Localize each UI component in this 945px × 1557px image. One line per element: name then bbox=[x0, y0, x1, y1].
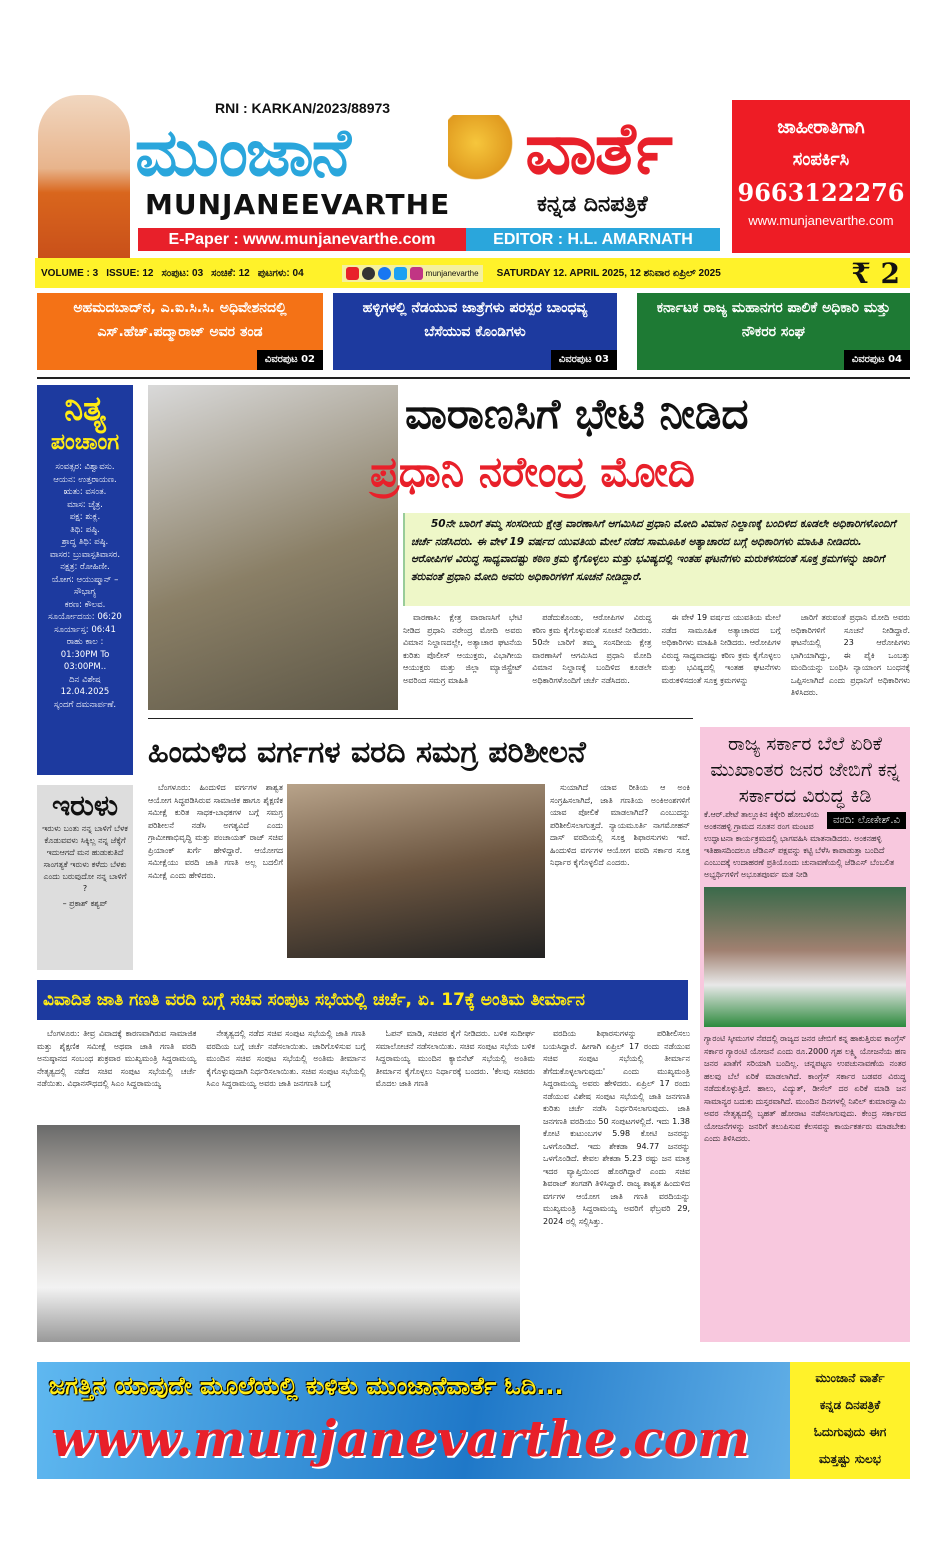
advertise-box bbox=[732, 100, 910, 253]
panchanga-line: ಪಕ್ಷ: ಶುಕ್ಲ. bbox=[69, 512, 101, 522]
panchanga-line: ಯೋಗ: ಆಯುಷ್ಮಾನ್ – ಸೌಭಾಗ್ಯ bbox=[51, 574, 119, 597]
banner-side bbox=[790, 1362, 910, 1479]
masthead-title-part2: ವಾರ್ತೆ bbox=[525, 106, 671, 190]
story3-column: ಓಪನ್ ಮಾಡಿ, ಸಚಿವರ ಕೈಗೆ ನೀಡಿದರು. ಬಳಿಕ ಸುದೀರ್ಘ ಸಮಾಲೋಚನೆ ನಡೆಸಲಾಯಿತು. ಸಚಿವ ಸಂಪುಟ ಸಭೆಯ ಬಳಿಕ ಸಿದ್ದರಾಮಯ್ಯ ಮುಂದಿನ ಕ್ಯಾಬಿನೆಟ್ ಸಭೆಯಲ್ಲಿ ಅಂತಿಮ ತೀರ್ಮಾನ ಕೈಗೊಳ್ಳಲು ನಿರ್ಧಾರಕ್ಕೆ ಬಂದರು. 'ಕೆಲವು ಸಚಿವರು ಮೊದಲ ಜಾತಿ ಗಣತಿ bbox=[375, 1029, 535, 1088]
pages: ಪುಟಗಳು: 04 bbox=[257, 267, 304, 279]
byline: ವರದಿ: ಲೋಕೇಶ್.ವಿ bbox=[827, 812, 906, 829]
editor-label: EDITOR : H.L. AMARNATH bbox=[466, 228, 720, 251]
story3-col4 bbox=[543, 1028, 690, 1342]
globe-icon[interactable] bbox=[362, 267, 375, 280]
teaser-page-ref: ವಿವರಪುಟ 04 bbox=[844, 350, 910, 370]
price: ₹ 2 bbox=[851, 256, 900, 290]
instagram-icon[interactable] bbox=[410, 267, 423, 280]
panchanga-line: 12.04.2025 bbox=[60, 687, 110, 697]
issue-info-strip bbox=[35, 258, 910, 288]
teaser-page-3[interactable] bbox=[333, 293, 617, 370]
panchanga-line: ಸೂರ್ಯಾಸ್ತ: 06:41 bbox=[54, 624, 116, 635]
samputa: ಸಂಪುಟ: 03 bbox=[161, 267, 204, 279]
website-banner[interactable] bbox=[37, 1362, 910, 1479]
volume: VOLUME : 3 bbox=[41, 267, 99, 279]
divider bbox=[148, 718, 693, 719]
issue: ISSUE: 12 bbox=[106, 267, 154, 279]
panchanga-line: ಸ್ಕಂದಗೆ ದಮನಾರ್ಪಣೆ. bbox=[53, 699, 117, 710]
lead-column: ಈ ವೇಳೆ 19 ವರ್ಷದ ಯುವತಿಯ ಮೇಲೆ ನಡೆದ ಸಾಮೂಹಿಕ ಅತ್ಯಾಚಾರದ ಬಗ್ಗೆ ಅಧಿಕಾರಿಗಳು ಮಾಹಿತಿ ನೀಡಿದರು. ಆರೋಪಿಗಳ ವಿರುದ್ಧ ಸಾಧ್ಯವಾದಷ್ಟು ಕಠಿಣ ಕ್ರಮ ಕೈಗೊಳ್ಳಲು ಮತ್ತು ಭವಿಷ್ಯದಲ್ಲಿ ಇಂತಹ ಘಟನೆಗಳು ಮರುಕಳಿಸದಂತೆ ಸೂಕ್ತ ಕ್ರಮಗಳನ್ನು bbox=[661, 613, 781, 685]
teaser-page-2[interactable] bbox=[37, 293, 323, 370]
story3-column: ನೇತೃತ್ವದಲ್ಲಿ ನಡೆದ ಸಚಿವ ಸಂಪುಟ ಸಭೆಯಲ್ಲಿ ಜಾತಿ ಗಣತಿ ವರದಿಯ ಬಗ್ಗೆ ಚರ್ಚೆ ನಡೆಸಲಾಯಿತು. ಚಾರಿಗೊಳಿಸುವ ಬಗ್ಗೆ ಮುಂದಿನ ಸಚಿವ ಸಂಪುಟ ಸಭೆಯಲ್ಲಿ ಅಂತಿಮ ತೀರ್ಮಾನ ಕೈಗೊಳ್ಳುವುದಾಗಿ ನಿರ್ಧರಿಸಲಾಯಿತು. ಸಚಿವ ಸಂಪುಟ ಸಭೆಯಲ್ಲಿ ಸಿಎಂ ಸಿದ್ದರಾಮಯ್ಯ ಅವರು ಜಾತಿ ಜನಗಣತಿ ಬಗ್ಗೆ bbox=[206, 1029, 366, 1088]
lead-summary: 50ನೇ ಬಾರಿಗೆ ತಮ್ಮ ಸಂಸದೀಯ ಕ್ಷೇತ್ರ ವಾರಣಾಸಿಗೆ ಆಗಮಿಸಿದ ಪ್ರಧಾನಿ ಮೋದಿ ವಿಮಾನ ನಿಲ್ದಾಣಕ್ಕೆ ಬಂದಿಳಿದ ಕೂಡಲೇ ಅಧಿಕಾರಿಗಳೊಂದಿಗೆ ಚರ್ಚೆ ನಡೆಸಿದರು. ಈ ವೇಳೆ 19 ವರ್ಷದ ಯುವತಿಯ ಮೇಲೆ ನಡೆದ ಸಾಮೂಹಿಕ ಅತ್ಯಾಚಾರದ ಬಗ್ಗೆ ಅಧಿಕಾರಿಗಳು ಮಾಹಿತಿ ನೀಡಿದರು. ಆರೋಪಿಗಳ ವಿರುದ್ಧ ಸಾಧ್ಯವಾದಷ್ಟು ಕಠಿಣ ಕ್ರಮ ಕೈಗೊಳ್ಳಲು ಮತ್ತು ಭವಿಷ್ಯದಲ್ಲಿ ಇಂತಹ ಘಟನೆಗಳು ಮರುಕಳಿಸದಂತೆ ಸೂಕ್ತ ಕ್ರಮಗಳನ್ನು ಜಾರಿಗೆ ತರುವಂತೆ ಪ್ರಧಾನಿ ಮೋದಿ ಅವರು ಅಧಿಕಾರಿಗಳಿಗೆ ಸೂಚನೆ ನೀಡಿದ್ದಾರೆ. bbox=[403, 513, 910, 606]
lead-headline-2: ಪ್ರಧಾನಿ ನರೇಂದ್ರ ಮೋದಿ bbox=[370, 447, 695, 496]
pink-intro: ಕೆ.ಆರ್.ಪೇಟೆ ತಾಲ್ಲೂಕಿನ ಕಿಕ್ಕೇರಿ ಹೋಬಳಿಯ ಅಂಕನಹಳ್ಳಿ ಗ್ರಾಮದ ನೂತನ ರಂಗ ಮಂಟಪ ಉದ್ಘಾಟನಾ ಕಾರ್ಯಕ್ರಮದಲ್ಲಿ ಭಾಗವಹಿಸಿ ಮಾತನಾಡಿದರು. ಅಂಕನಹಳ್ಳಿ ಇತಿಹಾಸದಿಂದಲೂ ಜೆಡಿಎಸ್ ಪಕ್ಷವನ್ನು ಕಟ್ಟಿ ಬೆಳೆಸಿ ಕಾಪಾಡುತ್ತಾ ಬಂದಿದೆ ಎಂಬುದಕ್ಕೆ ಉದಾಹರಣೆ ಪ್ರತಿಯೊಂದು ಚುನಾವಣೆಯಲ್ಲಿ ಜೆಡಿಎಸ್ ಬೆಂಬಲಿತ ಅಭ್ಯರ್ಥಿಗಳಿಗೆ ಅಭೂತಪೂರ್ವ ಮತ ನೀಡಿ bbox=[704, 810, 895, 879]
panchanga-line: ರಾಹು ಕಾಲ : bbox=[66, 637, 104, 647]
panchanga-line: ಶ್ರಾದ್ಧ ತಿಥಿ: ಪಷ್ಠಿ. bbox=[61, 537, 109, 547]
teaser-text: ಅಹಮದಬಾದ್‌ನ, ಎ.ಐ.ಸಿ.ಸಿ. ಅಧಿವೇಶನದಲ್ಲಿ ಎಸ್.ಹೆಚ್.ಪದ್ಮಾರಾಜ್ ಅವರ ತಂಡ bbox=[73, 300, 287, 340]
panchanga-line: ಆಯನ: ಉತ್ತರಾಯಣ. bbox=[53, 474, 117, 485]
story2-text: ಬೆಂಗಳೂರು: ಹಿಂದುಳಿದ ವರ್ಗಗಳ ಶಾಶ್ವತ ಆಯೋಗ ಸಿದ್ಧಪಡಿಸಿರುವ ಸಾಮಾಜಿಕ ಹಾಗೂ ಶೈಕ್ಷಣಿಕ ಸಮೀಕ್ಷೆ ಕುರಿತ ಸಾಧಕ-ಬಾಧಕಗಳ ಬಗ್ಗೆ ಸಮಗ್ರ ಪರಿಶೀಲನೆ ನಡೆಸಿ ಅಗತ್ಯವಿದೆ ಎಂದು ಗ್ರಾಮೀಣಾಭಿವೃದ್ಧಿ ಮತ್ತು ಪಂಚಾಯತ್ ರಾಜ್ ಸಚಿವ ಪ್ರಿಯಾಂಕ್ ಖರ್ಗೆ ಹೇಳಿದ್ದಾರೆ. ಆಯೋಗದ ಸಮೀಕ್ಷೆಯು ವರದಿ ಜಾತಿ ಗಣತಿ ಅಲ್ಲ ಬದಲಿಗೆ ಸಮೀಕ್ಷೆ ಎಂದು ಹೇಳಿದರು. bbox=[148, 783, 283, 880]
lead-column: ವಾರಣಾಸಿ: ಕ್ಷೇತ್ರ ವಾರಾಣಸಿಗೆ ಭೇಟಿ ನೀಡಿದ ಪ್ರಧಾನಿ ನರೇಂದ್ರ ಮೋದಿ ಅವರು ವಿಮಾನ ನಿಲ್ದಾಣದಲ್ಲೇ, ಅತ್ಯಾಚಾರ ಘಟನೆಯ ಕುರಿತು ಪೊಲೀಸ್ ಆಯುಕ್ತರು, ವಿಭಾಗೀಯ ಆಯುಕ್ತರು ಮತ್ತು ಜಿಲ್ಲಾ ಮ್ಯಾಜಿಸ್ಟ್ರೇಟ್ ಅವರಿಂದ ಸಮಗ್ರ ಮಾಹಿತಿ bbox=[403, 613, 523, 685]
teaser-text: ಹಳ್ಳಿಗಳಲ್ಲಿ ನೆಡಯುವ ಜಾತ್ರೆಗಳು ಪರಸ್ಪರ ಬಾಂಧವ್ಯ ಬೆಸೆಯುವ ಕೊಂಡಿಗಳು bbox=[362, 300, 588, 340]
youtube-icon[interactable] bbox=[346, 267, 359, 280]
panchanga-line: ತಿಥಿ: ಪಷ್ಠಿ. bbox=[70, 524, 100, 535]
panchanga-line: ಕರಣ: ಕೌಲವ. bbox=[64, 599, 106, 610]
modi-photo bbox=[148, 385, 398, 710]
teaser-page-ref: ವಿವರಪುಟ 03 bbox=[551, 350, 617, 370]
sanchike: ಸಂಚಿಕೆ: 12 bbox=[211, 267, 250, 279]
lead-headline-1: ವಾರಾಣಸಿಗೆ ಭೇಟಿ ನೀಡಿದ bbox=[405, 389, 749, 438]
panchanga-line: ಮಾಸ: ಚೈತ್ರ. bbox=[67, 499, 103, 510]
panchanga-line: ಸೂರ್ಯೋದಯ: 06:20 bbox=[48, 612, 122, 622]
ad-line2: ಸಂಪರ್ಕಿಸಿ bbox=[792, 149, 850, 170]
panchanga-line: 01:30PM To 03:00PM.. bbox=[60, 649, 110, 672]
rni-number: RNI : KARKAN/2023/88973 bbox=[215, 100, 391, 116]
poem-box bbox=[37, 785, 133, 970]
poem-title: ಇರುಳು bbox=[51, 789, 119, 822]
teaser-text: ಕರ್ನಾಟಕ ರಾಜ್ಯ ಮಹಾನಗರ ಪಾಲಿಕೆ ಅಧಿಕಾರಿ ಮತ್ತು ನೌಕರರ ಸಂಘ bbox=[656, 300, 891, 340]
banner-url[interactable]: www.munjanevarthe.com bbox=[51, 1409, 750, 1468]
story2-col2 bbox=[550, 782, 690, 960]
pink-body: ಗ್ಯಾರಂಟಿ ಸ್ಕೀಮುಗಳ ನೆಪದಲ್ಲಿ ರಾಜ್ಯದ ಜನರ ಜೇಬಿಗೆ ಕನ್ನ ಹಾಕುತ್ತಿರುವ ಕಾಂಗ್ರೆಸ್ ಸರ್ಕಾರ ಗ್ಯಾರಂಟಿ ಯೋಜನೆ ಎಂದು ರೂ.2000 ಗೃಹ ಲಕ್ಷ್ಮಿ ಯೋಜನೆಯ ಹಣ ಜನರ ಖಾತೆಗೆ ಸರಿಯಾಗಿ ಬಂದಿಲ್ಲ. ಚನ್ನಪಟ್ಟಣ ಉಪಚುನಾವಣೆಯ ನಂತರ ಹಲವು ಬೆಲೆ ಏರಿಕೆ ಮಾಡಲಾಗಿದೆ. ಕಾಂಗ್ರೆಸ್ ಸರ್ಕಾರ ಬಡವರ ವಿರುದ್ಧ ನಡೆದುಕೊಳ್ಳುತ್ತಿದೆ. ಹಾಲು, ವಿದ್ಯುತ್, ಡೀಸೆಲ್ ದರ ಏರಿಕೆ ಮಾಡಿ ಜನ ಸಾಮಾನ್ಯರ ಬದುಕು ದುಸ್ತರವಾಗಿದೆ. ಮುಂದಿನ ದಿನಗಳಲ್ಲಿ ನಿಖಿಲ್ ಕುಮಾರಸ್ವಾಮಿ ಅವರ ನೇತೃತ್ವದಲ್ಲಿ ಬೃಹತ್ ಹೋರಾಟ ನಡೆಸಲಾಗುವುದು. ಕೇಂದ್ರ ಸರ್ಕಾರದ ಯೋಜನೆಗಳನ್ನು ಜನರಿಗೆ ತಲುಪಿಸುವ ಕೆಲಸವನ್ನು ಕಾರ್ಯಕರ್ತರು ಮಾಡಬೇಕು ಎಂದು ತಿಳಿಸಿದರು. bbox=[704, 1034, 906, 1143]
banner-side-line: ಓದುಗುವುದು ಈಗ bbox=[813, 1425, 887, 1439]
twitter-icon[interactable] bbox=[394, 267, 407, 280]
masthead-portrait bbox=[38, 95, 130, 258]
masthead-title-part1: ಮುಂಜಾನೆ bbox=[135, 114, 349, 191]
speaker-photo bbox=[704, 887, 906, 1027]
panchanga-line: ದಿನ ವಿಶೇಷ bbox=[69, 674, 101, 685]
banner-tagline: ಜಗತ್ತಿನ ಯಾವುದೇ ಮೂಲೆಯಲ್ಲಿ ಕುಳಿತು ಮುಂಜಾನೆವಾರ್ತೆ ಓದಿ... bbox=[49, 1372, 564, 1400]
panchanga-title1: ನಿತ್ಯ bbox=[64, 389, 106, 429]
ad-website[interactable]: www.munjanevarthe.com bbox=[748, 213, 894, 228]
poem-text: ಇರುಳು ಬಂತು ನನ್ನ ಬಾಳಿಗೆ ಬೆಳಕ ಕೊಡುವವಳು ಸಿಕ್ಕಿಲ್ಲ ನನ್ನ ಜೆಕ್ಕೆಗೆ ಇದುಆಗದೆ ಮನ ಹುಡುಕುತಿದೆ ಸಾಂಗತ್ಯಕೆ ಇರುಳು ಕಳೆದು ಬೆಳಕು ಎಂದು ಬರುವುದೋ ನನ್ನ ಬಾಳಿಗೆ ? bbox=[42, 824, 128, 893]
panchanga-title2: ಪಂಚಾಂಗ bbox=[50, 430, 120, 455]
ad-phone: 9663122276 bbox=[737, 178, 905, 207]
story3-body bbox=[37, 1028, 535, 1120]
story3-headline: ವಿವಾದಿತ ಜಾತಿ ಗಣತಿ ವರದಿ ಬಗ್ಗೆ ಸಚಿವ ಸಂಪುಟ ಸಭೆಯಲ್ಲಿ ಚರ್ಚೆ, ಏ. 17ಕ್ಕೆ ಅಂತಿಮ ತೀರ್ಮಾನ bbox=[37, 980, 688, 1020]
masthead-english-name: MUNJANEEVARTHE bbox=[145, 188, 451, 221]
panchanga-line: ಋತು: ವಸಂತ. bbox=[63, 487, 107, 497]
lead-column: ಜಾರಿಗೆ ತರುವಂತೆ ಪ್ರಧಾನಿ ಮೋದಿ ಅವರು ಅಧಿಕಾರಿಗಳಿಗೆ ಸೂಚನೆ ನೀಡಿದ್ದಾರೆ. ಘಟನೆಯಲ್ಲಿ 23 ಆರೋಪಿಗಳು ಭಾಗಿಯಾಗಿದ್ದು, ಈ ಪೈಕಿ ಒಂಬತ್ತು ಮಂದಿಯನ್ನು ಬಂಧಿಸಿ ನ್ಯಾಯಾಂಗ ಬಂಧನಕ್ಕೆ ಒಪ್ಪಿಸಲಾಗಿದೆ ಎಂದು ಪ್ರಧಾನಿಗೆ ಅಧಿಕಾರಿಗಳು ತಿಳಿಸಿದರು. bbox=[790, 613, 910, 697]
cabinet-meeting-photo bbox=[37, 1125, 520, 1342]
masthead-subtitle: ಕನ್ನಡ ದಿನಪತ್ರಿಕೆ bbox=[537, 192, 648, 217]
story2-headline: ಹಿಂದುಳಿದ ವರ್ಗಗಳ ವರದಿ ಸಮಗ್ರ ಪರಿಶೀಲನೆ bbox=[148, 735, 586, 770]
poem-author: – ಪ್ರಕಾಶ್ ಕಶ್ಯಪ್ bbox=[62, 899, 108, 908]
panchanga-line: ವಾಸರ: ಬ್ರುವಾಸ್ಪತಿವಾಸರ. bbox=[49, 549, 121, 560]
panchanga-line: ನಕ್ಷತ್ರ: ರೋಹಿಣೀ. bbox=[60, 562, 110, 572]
story2-col1 bbox=[148, 782, 283, 960]
story3-column: ವರದಿಯ ಶಿಫಾರಸುಗಳನ್ನು ಪರಿಶೀಲಿಸಲು ಬಯಸಿದ್ದಾರೆ. ಹೀಗಾಗಿ ಏಪ್ರಿಲ್ 17 ರಂದು ನಡೆಯುವ ಸಚಿವ ಸಂಪುಟ ಸಭೆಯಲ್ಲಿ ತೀರ್ಮಾನ ತೆಗೆದುಕೊಳ್ಳಲಾಗುವುದು' ಎಂದು ಮುಖ್ಯಮಂತ್ರಿ ಸಿದ್ದರಾಮಯ್ಯ ಅವರು ಹೇಳಿದರು. ಏಪ್ರಿಲ್ 17 ರಂದು ನಡೆಯುವ ವಿಶೇಷ ಸಂಪುಟ ಸಭೆಯಲ್ಲಿ ಜಾತಿ ಜನಗಣತಿ ಕುರಿತು ಚರ್ಚೆ ನಡೆಸಿ ನಿರ್ಧರಿಸಲಾಗುವುದು. ಜಾತಿ ಜನಗಣತಿ ವರದಿಯು 50 ಸಂಪುಟಗಳಲ್ಲಿದೆ. ಇದು 1.38 ಕೋಟಿ ಕುಟುಂಬಗಳ 5.98 ಕೋಟಿ ಜನರನ್ನು ಒಳಗೊಂಡಿದೆ. ಇದು ಶೇಕಡಾ 94.77 ಜನರನ್ನು ಒಳಗೊಂಡಿದೆ. ಕೇವಲ ಶೇಕಡಾ 5.23 ರಷ್ಟು ಜನ ಮಾತ್ರ ಇದರ ವ್ಯಾಪ್ತಿಯಿಂದ ಹೊರಗಿದ್ದಾರೆ ಎಂದು ಸಚಿವ ಶಿವರಾಜ್ ತಂಗಡಗಿ ತಿಳಿಸಿದ್ದಾರೆ. ರಾಜ್ಯ ಶಾಶ್ವತ ಹಿಂದುಳಿದ ವರ್ಗಗಳ ಆಯೋಗ ಜಾತಿ ಗಣತಿ ವರದಿಯನ್ನು ಮುಖ್ಯಮಂತ್ರಿ ಸಿದ್ದರಾಮಯ್ಯ ಅವರಿಗೆ ಫೆಬ್ರವರಿ 29, 2024 ರಲ್ಲಿ ಸಲ್ಲಿಸಿತ್ತು. bbox=[543, 1029, 690, 1226]
ad-line1: ಜಾಹೀರಾತಿಗಾಗಿ bbox=[777, 117, 865, 138]
issue-date: SATURDAY 12. APRIL 2025, 12 ಶನಿವಾರ ಏಪ್ರಿಲ್ 2025 bbox=[496, 267, 721, 279]
lead-column: ಪಡೆದುಕೊಂಡು, ಆರೋಪಿಗಳ ವಿರುದ್ಧ ಕಠಿಣ ಕ್ರಮ ಕೈಗೊಳ್ಳುವಂತೆ ಸೂಚನೆ ನೀಡಿದರು. 50ನೇ ಬಾರಿಗೆ ತಮ್ಮ ಸಂಸದೀಯ ಕ್ಷೇತ್ರ ವಾರಣಾಸಿಗೆ ಆಗಮಿಸಿದ ಪ್ರಧಾನಿ ಮೋದಿ ವಿಮಾನ ನಿಲ್ದಾಣಕ್ಕೆ ಬಂದಿಳಿದ ಕೂಡಲೇ ಅಧಿಕಾರಿಗಳೊಂದಿಗೆ ಚರ್ಚೆ ನಡೆಸಿದರು. bbox=[532, 613, 652, 685]
epaper-link[interactable]: E-Paper : www.munjanevarthe.com bbox=[138, 228, 466, 251]
karnataka-map-icon bbox=[448, 115, 518, 185]
story3-column: ಬೆಂಗಳೂರು: ತೀವ್ರ ವಿವಾದಕ್ಕೆ ಕಾರಣವಾಗಿರುವ ಸಾಮಾಜಿಕ ಮತ್ತು ಶೈಕ್ಷಣಿಕ ಸಮೀಕ್ಷೆ ಅಥವಾ ಜಾತಿ ಗಣತಿ ವರದಿ ಅನುಷ್ಠಾನದ ಸಂಬಂಧ ಶುಕ್ರವಾರ ಮುಖ್ಯಮಂತ್ರಿ ಸಿದ್ದರಾಮಯ್ಯ ನೇತೃತ್ವದಲ್ಲಿ ನಡೆದ ಸಚಿವ ಸಂಪುಟ ಸಭೆಯಲ್ಲಿ ಚರ್ಚೆ ನಡೆಯಿತು. ವಿಧಾನಸೌಧದಲ್ಲಿ ಸಿಎಂ ಸಿದ್ದರಾಮಯ್ಯ bbox=[37, 1029, 197, 1088]
social-links bbox=[342, 265, 483, 282]
banner-side-line: ಕನ್ನಡ ದಿನಪತ್ರಿಕೆ bbox=[819, 1398, 881, 1412]
divider bbox=[37, 377, 910, 379]
teaser-page-ref: ವಿವರಪುಟ 02 bbox=[257, 350, 323, 370]
lead-body bbox=[403, 612, 910, 712]
panchanga-line: ಸಂವತ್ಸರ: ವಿಶ್ವಾವಸು. bbox=[55, 462, 115, 472]
teaser-page-4[interactable] bbox=[637, 293, 910, 370]
panchanga-box bbox=[37, 385, 133, 775]
social-handle: munjanevarthe bbox=[425, 268, 479, 278]
facebook-icon[interactable] bbox=[378, 267, 391, 280]
pink-story-box bbox=[700, 727, 910, 1342]
priyank-kharge-photo bbox=[287, 784, 545, 958]
banner-side-line: ಮತ್ತಷ್ಟು ಸುಲಭ bbox=[819, 1452, 881, 1466]
story2-text: ಸುಯಾಗಿದೆ ಯಾವ ರೀತಿಯ ಆ ಅಂಕಿ ಸಂಗ್ರಹಿಸಲಾಗಿದೆ, ಜಾತಿ ಗಣತಿಯ ಅಂಕಿಅಂಶಗಳಿಗೆ ಯಾವ ಪೋಲಿಕೆ ಮಾಡಲಾಗಿದೆ? ಎಂಬುದನ್ನು ಪರಿಶೀಲಿಸಲಾಗುತ್ತದೆ. ನ್ಯಾಯಮೂರ್ತಿ ನಾಗಮೋಹನ್ ದಾಸ್ ವರದಿಯಲ್ಲಿ ಸೂಕ್ತ ಶಿಫಾರಸುಗಳು ಇವೆ. ಹಿಂದುಳಿದ ವರ್ಗಗಳ ಆಯೋಗ ವರದಿ ಸರ್ಕಾರ ಸೂಕ್ತ ನಿರ್ಧಾರ ಕೈಗೊಳ್ಳಲಿದೆ ಎಂದರು. bbox=[550, 783, 690, 867]
banner-side-line: ಮುಂಜಾನೆ ವಾರ್ತೆ bbox=[815, 1371, 885, 1385]
pink-headline: ರಾಜ್ಯ ಸರ್ಕಾರ ಬೆಲೆ ಏರಿಕೆ ಮುಖಾಂತರ ಜನರ ಜೇಬಿಗೆ ಕನ್ನ ಸರ್ಕಾರದ ವಿರುದ್ಧ ಕಿಡಿ bbox=[710, 733, 900, 807]
